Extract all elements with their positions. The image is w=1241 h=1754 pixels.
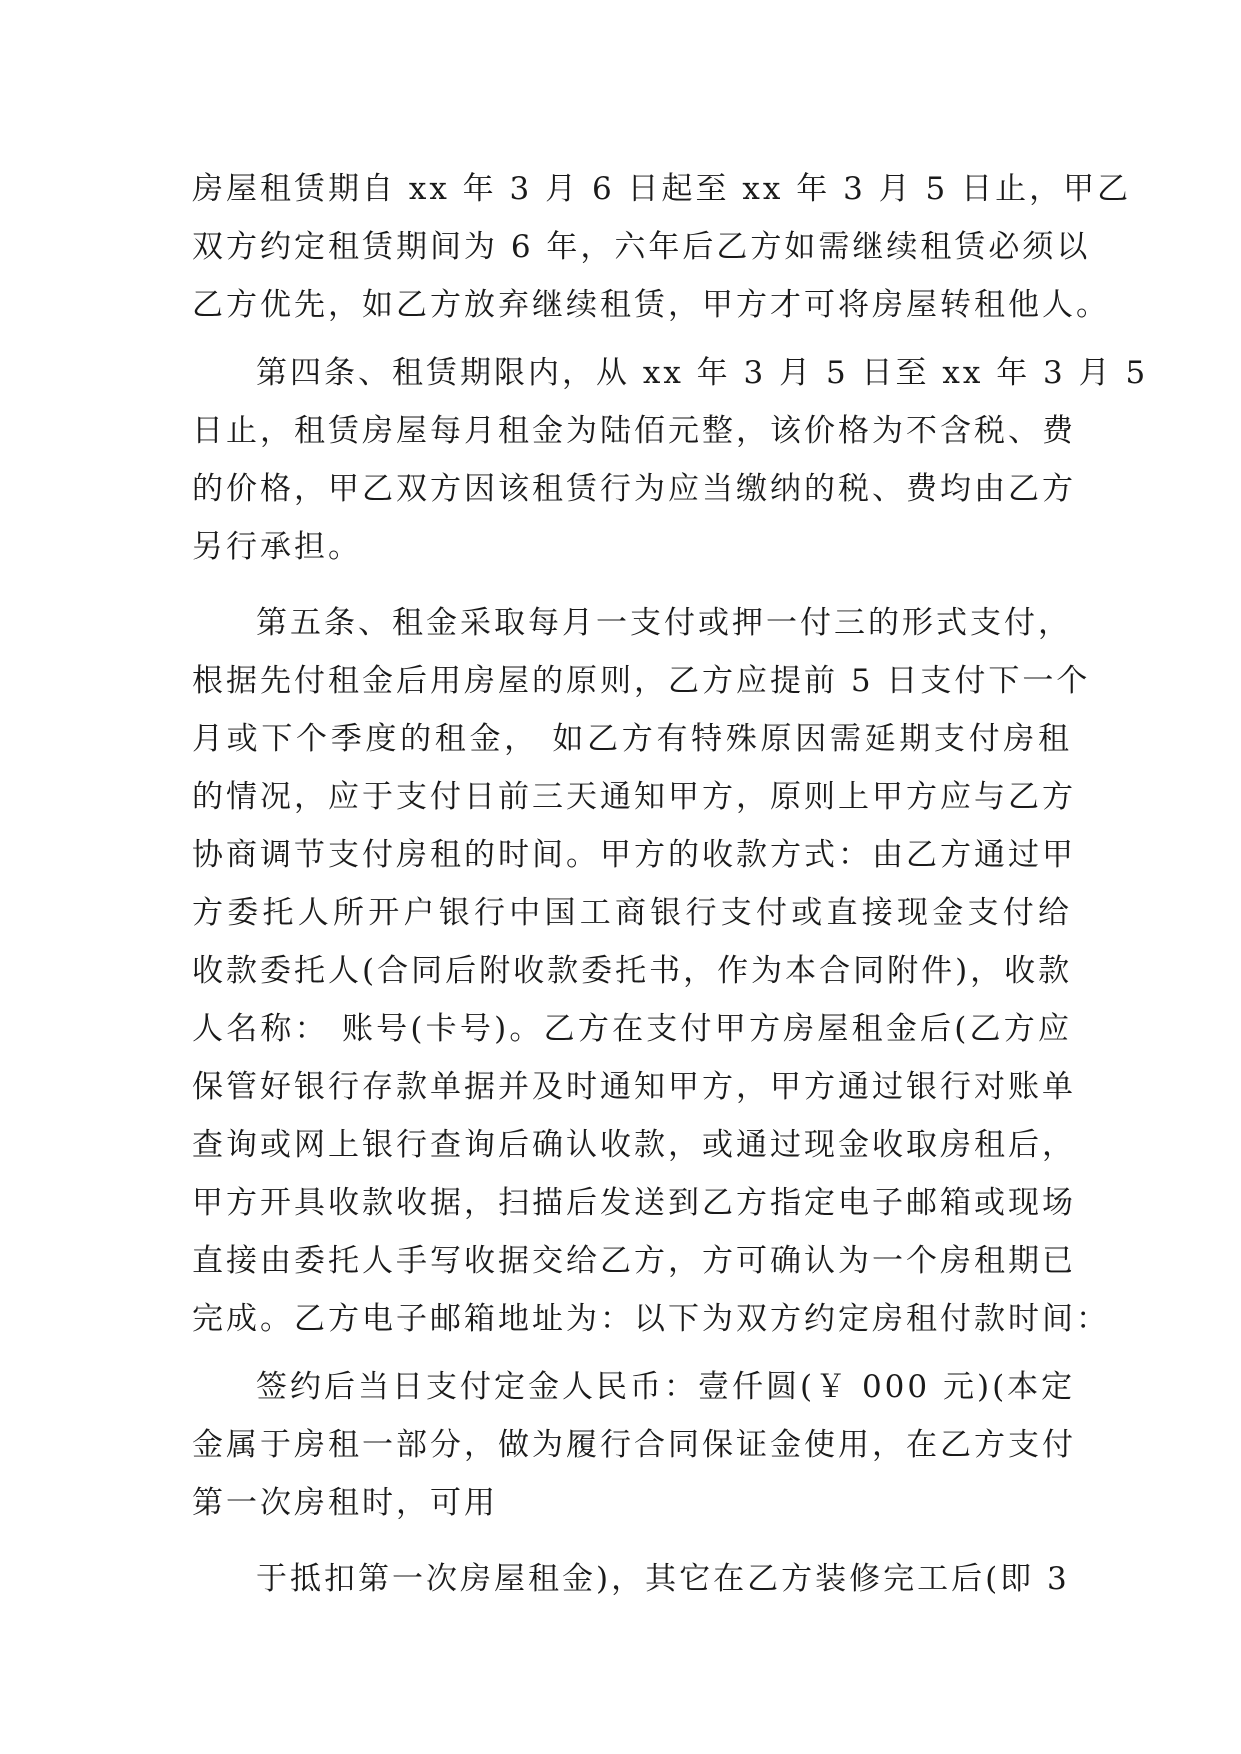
text-line: 另行承担。 bbox=[192, 529, 362, 565]
text-line: 于抵扣第一次房屋租金)，其它在乙方装修完工后(即 3 bbox=[256, 1561, 1070, 1597]
text-line: 方委托人所开户银行中国工商银行支付或直接现金支付给 bbox=[192, 895, 1072, 931]
text-line: 签约后当日支付定金人民币：壹仟圆(￥ 000 元)(本定 bbox=[256, 1369, 1076, 1405]
paragraph-article-5 bbox=[192, 594, 1110, 1348]
text-line: 完成。乙方电子邮箱地址为：以下为双方约定房租付款时间： bbox=[192, 1301, 1110, 1337]
text-line: 第五条、租金采取每月一支付或押一付三的形式支付， bbox=[256, 605, 1072, 641]
text-line: 乙方优先，如乙方放弃继续租赁，甲方才可将房屋转租他人。 bbox=[192, 287, 1110, 323]
text-line: 协商调节支付房租的时间。甲方的收款方式：由乙方通过甲 bbox=[192, 837, 1076, 873]
paragraph-lease-period bbox=[192, 160, 1132, 334]
text-line: 双方约定租赁期间为 6 年，六年后乙方如需继续租赁必须以 bbox=[192, 229, 1091, 265]
text-line: 第一次房租时，可用 bbox=[192, 1485, 498, 1521]
text-line: 月或下个季度的租金， 如乙方有特殊原因需延期支付房租 bbox=[192, 721, 1072, 757]
text-line: 金属于房租一部分，做为履行合同保证金使用，在乙方支付 bbox=[192, 1427, 1076, 1463]
text-line: 收款委托人(合同后附收款委托书，作为本合同附件)，收款 bbox=[192, 953, 1073, 989]
document-body bbox=[192, 160, 1149, 1608]
text-line: 日止，租赁房屋每月租金为陆佰元整，该价格为不含税、费 bbox=[192, 413, 1076, 449]
text-line: 直接由委托人手写收据交给乙方，方可确认为一个房租期已 bbox=[192, 1243, 1076, 1279]
text-line: 查询或网上银行查询后确认收款，或通过现金收取房租后， bbox=[192, 1127, 1076, 1163]
paragraph-deposit bbox=[192, 1358, 1076, 1532]
text-line: 第四条、租赁期限内，从 xx 年 3 月 5 日至 xx 年 3 月 5 bbox=[256, 355, 1149, 391]
paragraph-article-4 bbox=[192, 344, 1149, 576]
text-line: 房屋租赁期自 xx 年 3 月 6 日起至 xx 年 3 月 5 日止，甲乙 bbox=[192, 171, 1132, 207]
text-line: 甲方开具收款收据，扫描后发送到乙方指定电子邮箱或现场 bbox=[192, 1185, 1076, 1221]
text-line: 保管好银行存款单据并及时通知甲方，甲方通过银行对账单 bbox=[192, 1069, 1076, 1105]
paragraph-deduction bbox=[192, 1550, 1072, 1608]
text-line: 根据先付租金后用房屋的原则，乙方应提前 5 日支付下一个 bbox=[192, 663, 1091, 699]
text-line: 的价格，甲乙双方因该租赁行为应当缴纳的税、费均由乙方 bbox=[192, 471, 1076, 507]
text-line: 的情况，应于支付日前三天通知甲方，原则上甲方应与乙方 bbox=[192, 779, 1076, 815]
text-line: 人名称： 账号(卡号)。乙方在支付甲方房屋租金后(乙方应 bbox=[192, 1011, 1072, 1047]
